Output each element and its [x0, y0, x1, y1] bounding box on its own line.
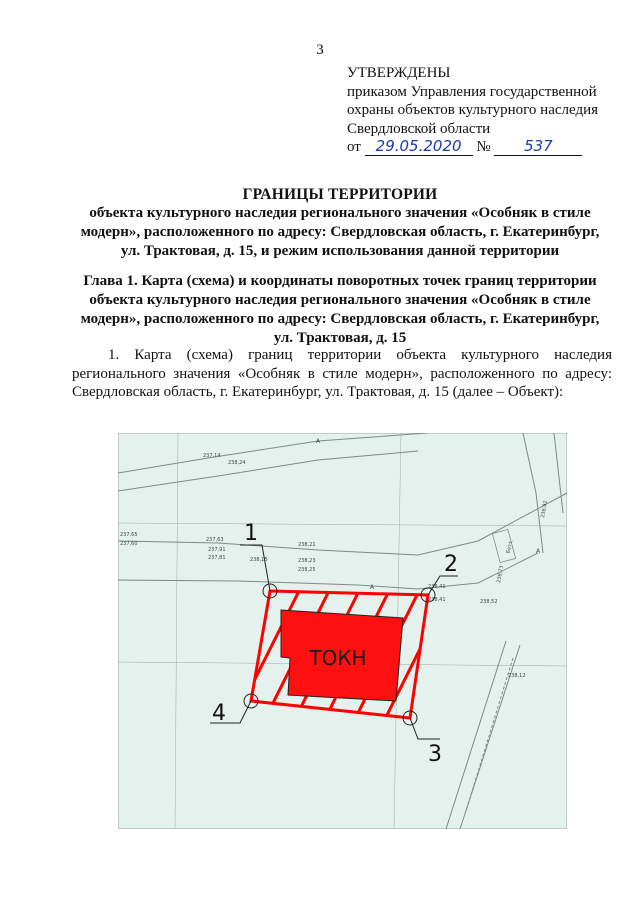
date-value: 29.05.2020 — [375, 137, 462, 155]
approval-line-3: Свердловской области — [347, 120, 491, 137]
title-main: ГРАНИЦЫ ТЕРРИТОРИИ — [242, 186, 438, 203]
document-title — [60, 185, 620, 261]
elevation-label: 238,21 — [298, 542, 316, 548]
chapter-line-1: Глава 1. Карта (схема) и координаты поворотных точек границ территории — [83, 273, 597, 289]
territory-map — [118, 433, 567, 829]
sign-label: Бетт. — [505, 539, 515, 555]
chapter-line-2: объекта культурного наследия регионального значения «Особняк в стиле — [89, 292, 591, 308]
elevation-label: 238,15 — [250, 557, 268, 563]
elevation-label: 237,63 — [206, 537, 224, 543]
number-value: 537 — [524, 137, 553, 155]
chapter-heading — [60, 272, 620, 348]
road-letter: А — [536, 548, 541, 555]
elevation-label: 237,60 — [120, 541, 138, 547]
approval-block — [347, 64, 637, 157]
elevation-label: 238,12 — [508, 673, 526, 679]
point-number-2: 2 — [444, 552, 458, 577]
elevation-label: 238,73 — [496, 565, 506, 584]
chapter-line-4: ул. Трактовая, д. 15 — [273, 330, 407, 346]
point-number-3: 3 — [428, 742, 442, 767]
road-letter: А — [370, 584, 375, 591]
point-number-1: 1 — [244, 521, 258, 546]
title-line-2: модерн», расположенного по адресу: Свердловская область, г. Екатеринбург, — [80, 224, 600, 240]
chapter-line-3: модерн», расположенного по адресу: Свердловская область, г. Екатеринбург, — [80, 311, 600, 327]
elevation-label: 237,65 — [120, 532, 138, 538]
elevation-label: 238,23 — [298, 558, 316, 564]
approval-title: УТВЕРЖДЕНЫ — [347, 65, 451, 81]
approval-date-line — [347, 138, 637, 157]
elevation-label: 238,92 — [540, 500, 550, 519]
paragraph-1: 1. Карта (схема) границ территории объекта культурного наследия регионального значения «Особняк в стиле модерн», расположенного по адресу: Свердловская область, г. Екатеринбург, ул. Трактовая, д. 15 (далее – Объект): — [72, 347, 612, 400]
point-number-4: 4 — [212, 701, 226, 726]
approval-line-1: приказом Управления государственной — [347, 83, 597, 100]
elevation-label: 237,81 — [208, 555, 226, 561]
approval-line-2: охраны объектов культурного наследия — [347, 102, 599, 118]
elevation-label: 238,52 — [480, 599, 498, 605]
elevation-label: 237,91 — [208, 547, 226, 553]
title-line-3: ул. Трактовая, д. 15, и режим использования данной территории — [120, 243, 560, 259]
road-letter: А — [316, 438, 321, 445]
elevation-label: 238,25 — [298, 567, 316, 573]
elevation-label: 238,41 — [428, 597, 446, 603]
elevation-label: 238,24 — [228, 460, 246, 466]
elevation-label: 238,41 — [428, 584, 446, 590]
number-field — [494, 138, 582, 156]
title-line-1: объекта культурного наследия регионального значения «Особняк в стиле — [89, 205, 591, 221]
date-field — [365, 138, 473, 156]
page-number: 3 — [316, 42, 324, 58]
object-label: ТОКН — [309, 646, 367, 670]
date-prefix: от — [347, 139, 361, 155]
elevation-label: 237,14 — [203, 453, 221, 459]
number-prefix: № — [476, 139, 491, 155]
